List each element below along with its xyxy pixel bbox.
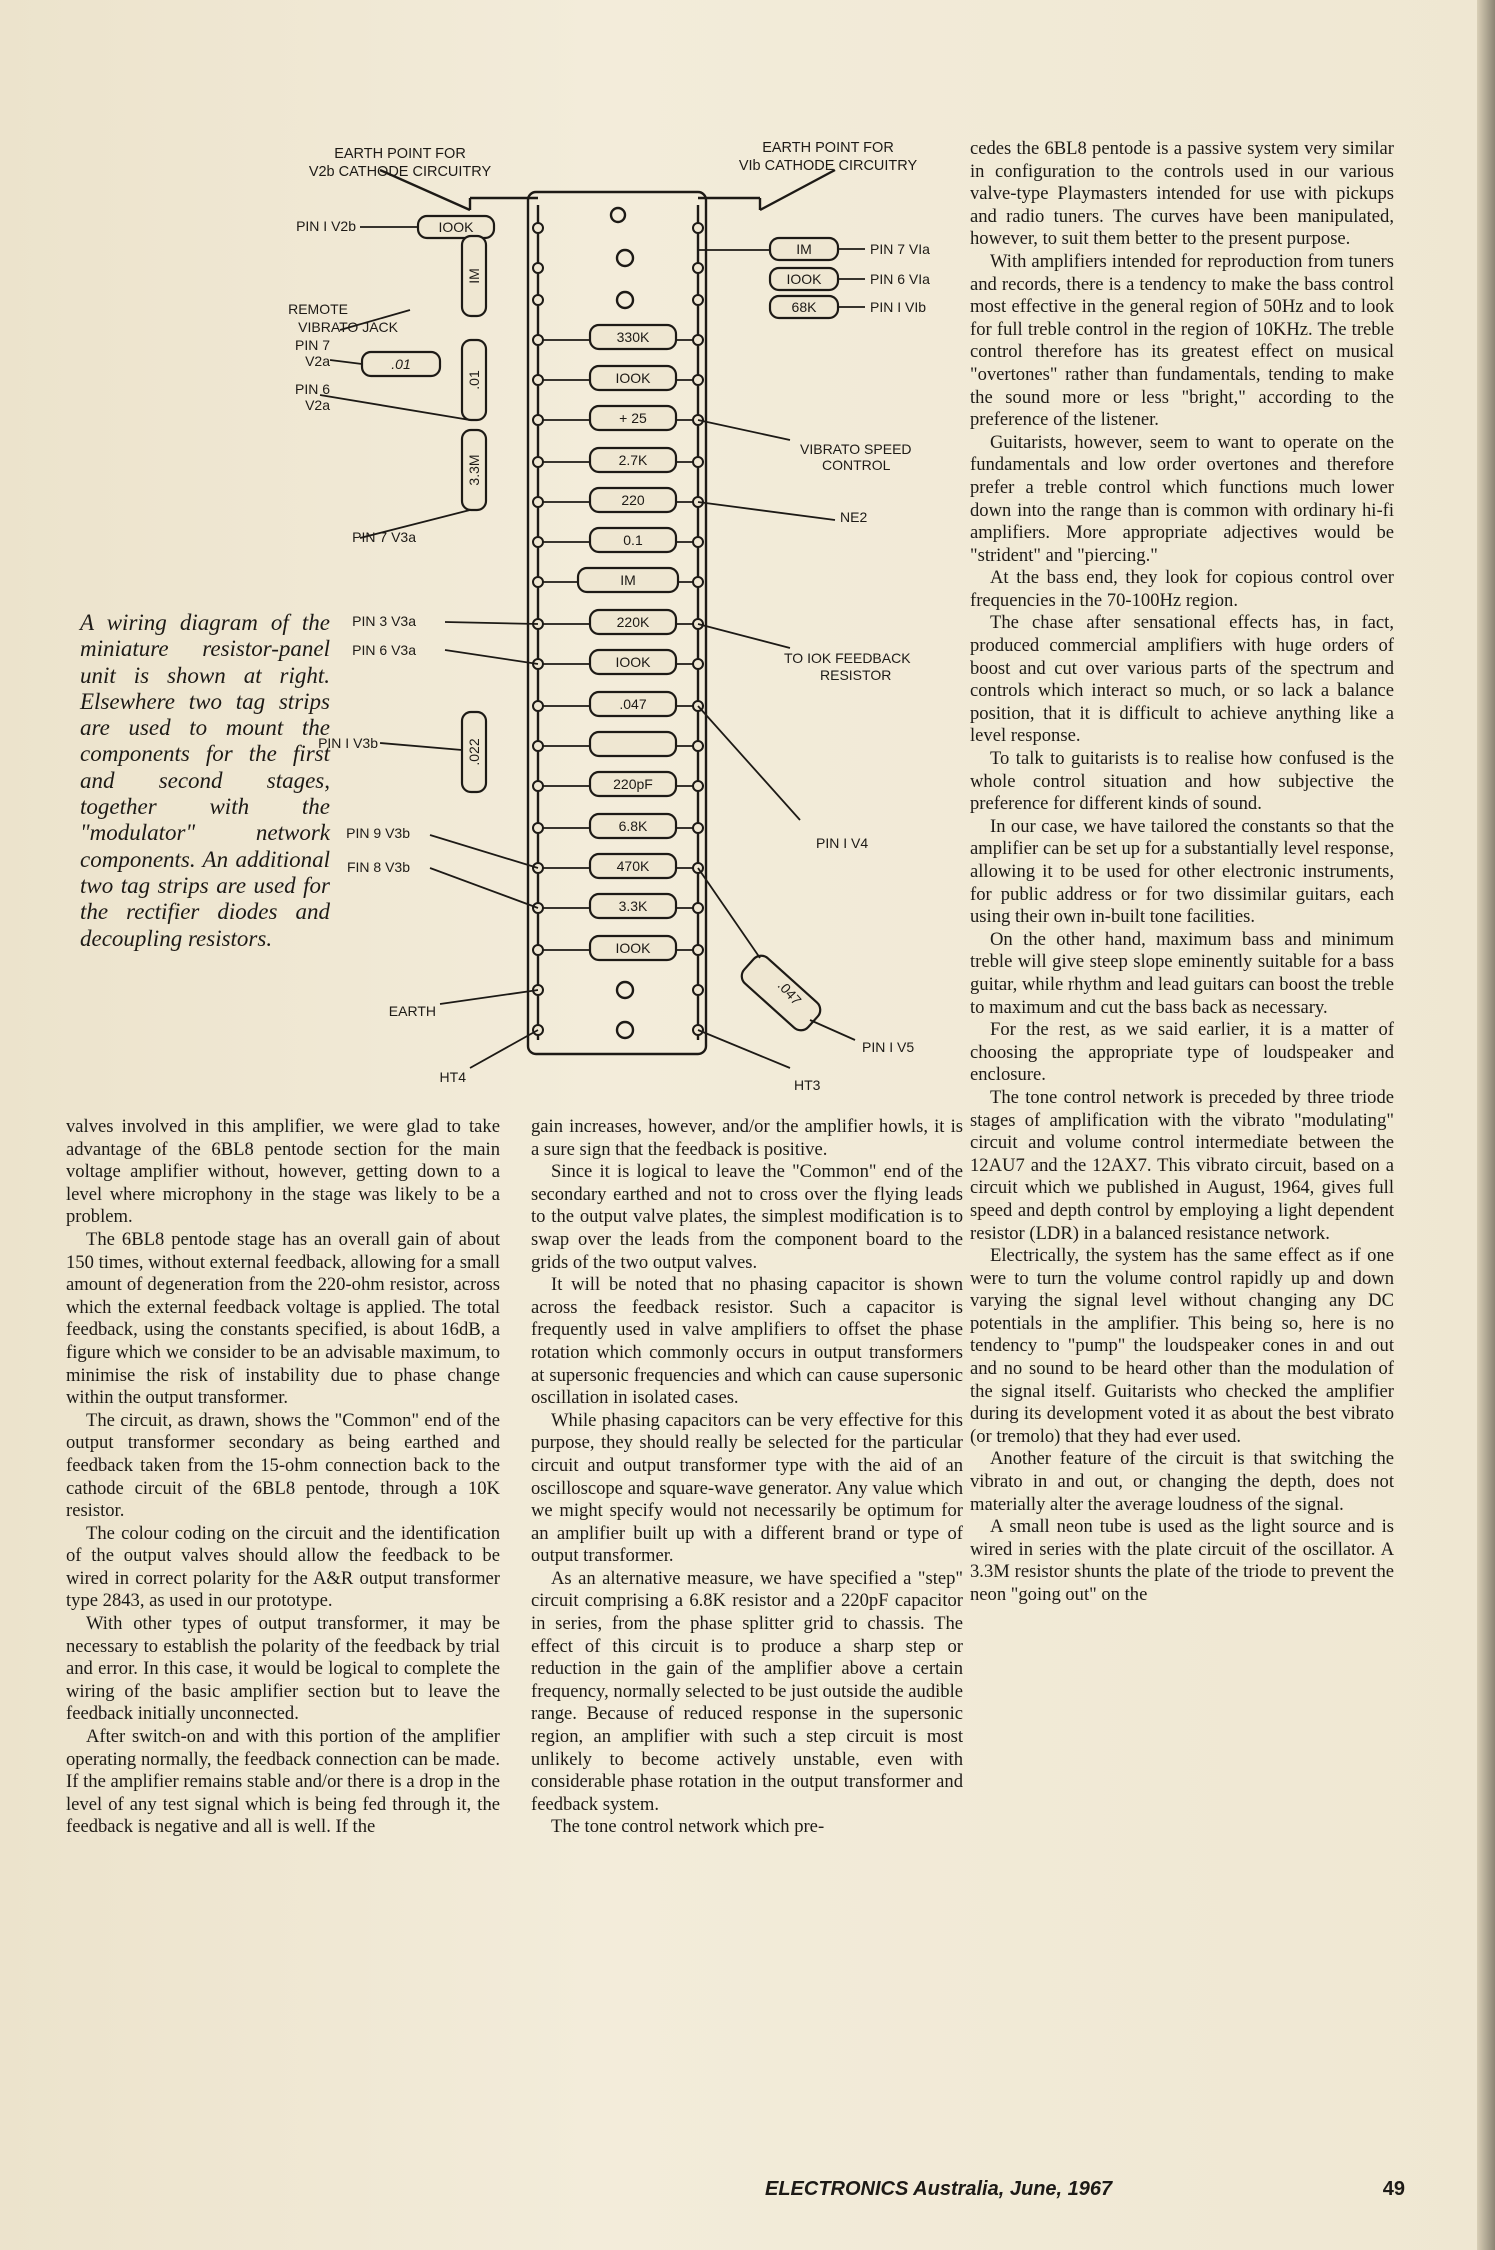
paragraph: On the other hand, maximum bass and minimum treble will give steep slope eminently suitable for a bass guitar, while rhythm and lead guitars can boost the treble to maximum and cut the bass back as necessary.: [970, 928, 1394, 1018]
paragraph: Guitarists, however, seem to want to operate on the fundamentals and low order overtones and therefore prefer a treble control which functions much lower down into the range than is common with ordinary hi-fi amplifiers. More appropriate adjectives would be "strident" and "piercing.": [970, 431, 1394, 566]
comp-330k: 330K: [616, 329, 650, 345]
label-ne2: NE2: [840, 509, 868, 525]
text-column-middle: [531, 1116, 963, 1839]
paragraph: It will be noted that no phasing capacitor is shown across the feedback resistor. Such a capacitor is frequently used in valve amplifiers to offset the phase rotation which commonly occurs in output transformers at supersonic frequencies and which can cause supersonic oscillation in isolated cases.: [531, 1274, 963, 1409]
paragraph: In our case, we have tailored the constants so that the amplifier can be set up for a substantially level response, allowing it to be used for other electronic instruments, for public address or for two dissimilar guitars, each using their own in-built tone facilities.: [970, 815, 1394, 928]
label-ht4: HT4: [439, 1069, 466, 1085]
comp-022: .022: [466, 738, 482, 766]
comp-2-7k: 2.7K: [618, 452, 648, 468]
comp-100k-b: IOOK: [615, 370, 651, 386]
label-remote-line1: REMOTE: [288, 301, 348, 317]
paragraph: The tone control network is preceded by three triode stages of amplification with the vibrato "modulating" circuit and volume control intermediate between the 12AU7 and the 12AX7. This vibrato circuit, based on a circuit which we published in August, 1964, gives full speed and depth control by employing a light dependent resistor (LDR) in a balanced resistance network.: [970, 1086, 1394, 1244]
paragraph: cedes the 6BL8 pentode is a passive system very similar in configuration to the controls used in our various valve-type Playmasters intended for use with pickups and radio tuners. The curves have been manipulated, however, to suit them better to the present purpose.: [970, 138, 1394, 250]
label-feedback-line1: TO IOK FEEDBACK: [784, 650, 911, 666]
paragraph: gain increases, however, and/or the amplifier howls, it is a sure sign that the feedback is positive.: [531, 1116, 963, 1160]
label-vibrato-line1: VIBRATO SPEED: [800, 441, 912, 457]
paragraph: The 6BL8 pentode stage has an overall gain of about 150 times, without external feedback, allowing for a small amount of degeneration from the 220-ohm resistor, across which the external feedback voltage is applied. The total feedback, using the constants specified, is about 16dB, a figure which we consider to be an advisable maximum, to minimise the risk of instability due to phase change within the output transformer.: [66, 1228, 500, 1409]
comp-01-horiz: .01: [391, 356, 411, 372]
comp-047: .047: [619, 696, 647, 712]
label-remote-line2: VIBRATO JACK: [298, 319, 398, 335]
label-pin1-v3b: PIN I V3b: [318, 735, 378, 751]
label-pin9-v3b: PIN 9 V3b: [346, 825, 410, 841]
label-earth: EARTH: [388, 1003, 436, 1019]
comp-220: 220: [621, 492, 645, 508]
label-pin1-v1b: PIN I VIb: [870, 299, 927, 315]
label-vibrato-line2: CONTROL: [822, 457, 891, 473]
comp-25: + 25: [619, 410, 647, 426]
figure-caption: A wiring diagram of the miniature resistor-panel unit is shown at right. Elsewhere two tag strips are used to mount the components for the first and second stages, together with the "modulator" network components. An additional two tag strips are used for the rectifier diodes and decoupling resistors.: [80, 610, 330, 951]
paragraph: Electrically, the system has the same effect as if one were to turn the volume control rapidly up and down varying the signal level without changing any DC potentials in the amplifier. This being so, here is no tendency to "pump" the loudspeaker cones in and out and no sound to be heard other than the modulation of the signal itself. Guitarists who checked the amplifier during its development voted it as about the best vibrato (or tremolo) that they had ever used.: [970, 1245, 1394, 1447]
comp-220k: 220K: [616, 614, 650, 630]
comp-220pf: 220pF: [613, 776, 653, 792]
paragraph: While phasing capacitors can be very effective for this purpose, they should really be selected for the particular circuit and output transformer type with the aid of an oscilloscope and square-wave generator. Any value which we might specify would not necessarily be optimum for an amplifier built up with a different brand or type of output transformer.: [531, 1409, 963, 1567]
paragraph: valves involved in this amplifier, we were glad to take advantage of the 6BL8 pentode section for the main voltage amplifier without, however, getting down to a level where microphony in the stage was likely to be a problem.: [66, 1116, 500, 1228]
label-remote-line4: V2a: [305, 353, 330, 369]
paragraph: With amplifiers intended for reproduction from tuners and records, there is a tendency to make the bass control most effective in the general region of 50Hz and to look for full treble control in the region of 10KHz. The treble control therefore has its greatest effect on musical "overtones" rather than fundamentals, tending to make the sound more or less "bright," according to the preference of the listener.: [970, 250, 1394, 431]
paragraph: Another feature of the circuit is that switching the vibrato in and out, or changing the depth, does not materially alter the average loudness of the signal.: [970, 1448, 1394, 1515]
label-pin6-v1a: PIN 6 VIa: [870, 271, 930, 287]
label-remote-line3: PIN 7: [294, 337, 330, 353]
paragraph: The chase after sensational effects has, in fact, produced commercial amplifiers with huge orders of boost and cut over various parts of the spectrum and controls which interact so much, or so lack a balance position, that it is difficult to achieve anything like a level response.: [970, 612, 1394, 747]
paragraph: With other types of output transformer, it may be necessary to establish the polarity of the feedback by trial and error. In this case, it would be logical to complete the wiring of the basic amplifier section but to leave the feedback initially unconnected.: [66, 1613, 500, 1725]
label-ht3: HT3: [794, 1077, 821, 1093]
comp-1m-right: IM: [796, 241, 812, 257]
paragraph: The tone control network which pre-: [551, 1816, 825, 1838]
comp-1m: IM: [620, 572, 636, 588]
earth-point-right-line2: VIb CATHODE CIRCUITRY: [738, 158, 918, 174]
label-pin1-v2b: PIN I V2b: [296, 218, 356, 234]
label-pin6-v3a: PIN 6 V3a: [352, 642, 416, 658]
page-footer: [765, 2178, 1405, 2201]
earth-point-left-line1: EARTH POINT FOR: [334, 146, 466, 162]
label-pin7-v3a: PIN 7 V3a: [352, 529, 416, 545]
paragraph: The circuit, as drawn, shows the "Common" end of the output transformer secondary as being earthed and feedback taken from the 15-ohm connection back to the cathode circuit of the 6BL8 pentode, through a 10K resistor.: [66, 1409, 500, 1522]
label-pin6-v2a-line1: PIN 6: [294, 381, 330, 397]
comp-100k-c: IOOK: [615, 654, 651, 670]
comp-01-vert: .01: [466, 370, 482, 390]
paragraph: After switch-on and with this portion of the amplifier operating normally, the feedback connection can be made. If the amplifier remains stable and/or there is a drop in the level of any test signal which is being fed through it, the feedback is negative and all is well. If the: [66, 1726, 500, 1838]
journal-citation: ELECTRONICS Australia, June, 1967: [765, 2178, 1113, 2200]
page-number: 49: [1382, 2178, 1405, 2200]
comp-100k-right: IOOK: [786, 271, 822, 287]
comp-68k-right: 68K: [791, 299, 817, 315]
paragraph: As an alternative measure, we have specified a "step" circuit comprising a 6.8K resistor and a 220pF capacitor in series, from the phase splitter grid to chassis. The effect of this circuit is to produce a sharp step or reduction in the gain of the amplifier above a certain frequency, normally selected to be just outside the audible range. Because of reduced response in the supersonic region, an amplifier with such a step circuit is most unlikely to become actively unstable, even with considerable phase rotation in the output transformer and feedback system.: [531, 1567, 963, 1815]
label-pin1-v5: PIN I V5: [862, 1039, 915, 1055]
comp-0-1: 0.1: [623, 532, 643, 548]
comp-3-3k: 3.3K: [618, 898, 648, 914]
label-pin1-v4: PIN I V4: [816, 835, 869, 851]
paragraph: A small neon tube is used as the light source and is wired in series with the plate circuit of the oscillator. A 3.3M resistor shunts the plate of the triode to prevent the neon "going out" on the: [970, 1516, 1394, 1605]
text-column-left: [66, 1116, 500, 1839]
paragraph: For the rest, as we said earlier, it is a matter of choosing the appropriate type of loudspeaker and enclosure.: [970, 1019, 1394, 1086]
comp-470k: 470K: [616, 858, 650, 874]
comp-100k-d: IOOK: [615, 940, 651, 956]
comp-047-diag: .047: [774, 977, 805, 1009]
comp-3-3m: 3.3M: [466, 454, 482, 486]
label-pin8-v3b: FIN 8 V3b: [346, 859, 410, 875]
text-column-right: [970, 138, 1394, 1607]
label-pin3-v3a: PIN 3 V3a: [352, 613, 416, 629]
paragraph: At the bass end, they look for copious control over frequencies in the 70-100Hz region.: [970, 567, 1394, 611]
earth-point-right-line1: EARTH POINT FOR: [762, 140, 894, 156]
comp-6-8k: 6.8K: [618, 818, 648, 834]
comp-1m-vert: IM: [466, 268, 482, 284]
label-pin6-v2a-line2: V2a: [305, 397, 330, 413]
label-feedback-line2: RESISTOR: [820, 667, 892, 683]
paragraph: Since it is logical to leave the "Common" end of the secondary earthed and not to cross over the flying leads to the output valve plates, the simplest modification is to swap over the leads from the component board to the grids of the two output valves.: [531, 1161, 963, 1273]
earth-point-left-line2: V2b CATHODE CIRCUITRY: [308, 164, 492, 180]
paragraph: To talk to guitarists is to realise how confused is the whole control situation and how subjective the preference for different kinds of sound.: [970, 748, 1394, 815]
comp-100k-top: IOOK: [438, 219, 474, 235]
paragraph: The colour coding on the circuit and the identification of the output valves should allow the feedback to be wired in correct polarity for the A&R output transformer type 2843, as used in our prototype.: [66, 1522, 500, 1612]
label-pin7-v1a: PIN 7 VIa: [870, 241, 930, 257]
